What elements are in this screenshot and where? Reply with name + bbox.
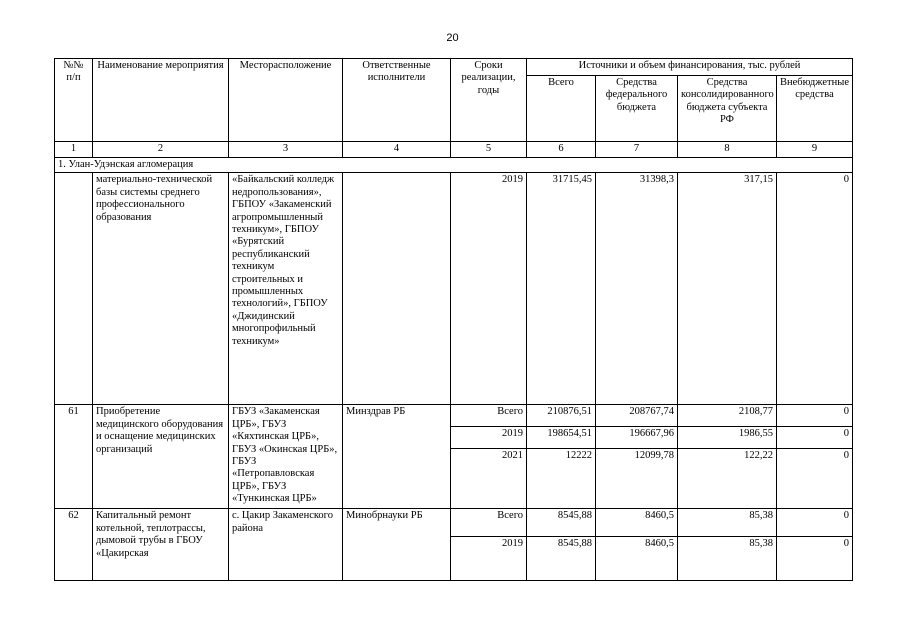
- row-year: Всего: [451, 405, 527, 427]
- row-executor: Минобрнауки РБ: [343, 509, 451, 581]
- row-location: ГБУЗ «Закаменская ЦРБ», ГБУЗ «Кяхтинская ЦРБ», ГБУЗ «Окинская ЦРБ», ГБУЗ «Петропавловская ЦРБ», ГБУЗ «Тункинская ЦРБ»: [229, 405, 343, 509]
- row-name: Приобретение медицинского оборудования и оснащение медицинских организаций: [93, 405, 229, 509]
- row-federal: 12099,78: [596, 449, 678, 509]
- header-col4: Ответственные исполнители: [343, 59, 451, 142]
- row-extra: 0: [777, 405, 853, 427]
- row-number: 61: [55, 405, 93, 509]
- row-extra: 0: [777, 509, 853, 537]
- row-regional: 85,38: [678, 537, 777, 581]
- col-number: 6: [527, 142, 596, 158]
- row-year: 2019: [451, 173, 527, 405]
- row-year: 2019: [451, 537, 527, 581]
- row-extra: 0: [777, 537, 853, 581]
- table-row: [55, 509, 853, 537]
- row-federal: 208767,74: [596, 405, 678, 427]
- row-total: 31715,45: [527, 173, 596, 405]
- funding-table: [54, 58, 853, 581]
- row-extra: 0: [777, 173, 853, 405]
- col-number: 4: [343, 142, 451, 158]
- row-regional: 122,22: [678, 449, 777, 509]
- header-col9: Внебюджетные средства: [777, 76, 853, 142]
- row-total: 198654,51: [527, 427, 596, 449]
- row-federal: 196667,96: [596, 427, 678, 449]
- row-executor: Минздрав РБ: [343, 405, 451, 509]
- col-number: 8: [678, 142, 777, 158]
- col-number: 1: [55, 142, 93, 158]
- row-number: 62: [55, 509, 93, 581]
- row-location: с. Цакир Закаменского района: [229, 509, 343, 581]
- header-col3: Месторасположение: [229, 59, 343, 142]
- header-col2: Наименование мероприятия: [93, 59, 229, 142]
- row-federal: 31398,3: [596, 173, 678, 405]
- row-location: «Байкальский колледж недропользования», ГБПОУ «Закаменский агропромышленный техникум», ГБПОУ «Бурятский республиканский техникум строительных и промышленных технологий», ГБПОУ «Джидинский многопрофильный техникум»: [229, 173, 343, 405]
- header-col6: Всего: [527, 76, 596, 142]
- row-number: [55, 173, 93, 405]
- section-title: 1. Улан-Удэнская агломерация: [55, 158, 853, 173]
- header-col1: №№ п/п: [55, 59, 93, 142]
- row-total: 8545,88: [527, 509, 596, 537]
- row-name: материально-технической базы системы среднего профессионального образования: [93, 173, 229, 405]
- header-funding-group: Источники и объем финансирования, тыс. рублей: [527, 59, 853, 76]
- col-number: 5: [451, 142, 527, 158]
- row-total: 210876,51: [527, 405, 596, 427]
- row-regional: 85,38: [678, 509, 777, 537]
- header-col8: Средства консолидированного бюджета субъекта РФ: [678, 76, 777, 142]
- row-federal: 8460,5: [596, 537, 678, 581]
- row-extra: 0: [777, 449, 853, 509]
- page-number: 20: [446, 32, 459, 44]
- table-row: [55, 173, 853, 405]
- col-number: 9: [777, 142, 853, 158]
- row-total: 8545,88: [527, 537, 596, 581]
- header-col5: Сроки реализации, годы: [451, 59, 527, 142]
- row-federal: 8460,5: [596, 509, 678, 537]
- row-name: Капитальный ремонт котельной, теплотрассы, дымовой трубы в ГБОУ «Цакирская: [93, 509, 229, 581]
- row-executor: [343, 173, 451, 405]
- row-year: 2019: [451, 427, 527, 449]
- table-row: [55, 405, 853, 427]
- row-year: 2021: [451, 449, 527, 509]
- row-regional: 317,15: [678, 173, 777, 405]
- row-regional: 1986,55: [678, 427, 777, 449]
- col-number: 2: [93, 142, 229, 158]
- row-total: 12222: [527, 449, 596, 509]
- col-number: 7: [596, 142, 678, 158]
- row-year: Всего: [451, 509, 527, 537]
- row-regional: 2108,77: [678, 405, 777, 427]
- row-extra: 0: [777, 427, 853, 449]
- col-number: 3: [229, 142, 343, 158]
- header-col7: Средства федерального бюджета: [596, 76, 678, 142]
